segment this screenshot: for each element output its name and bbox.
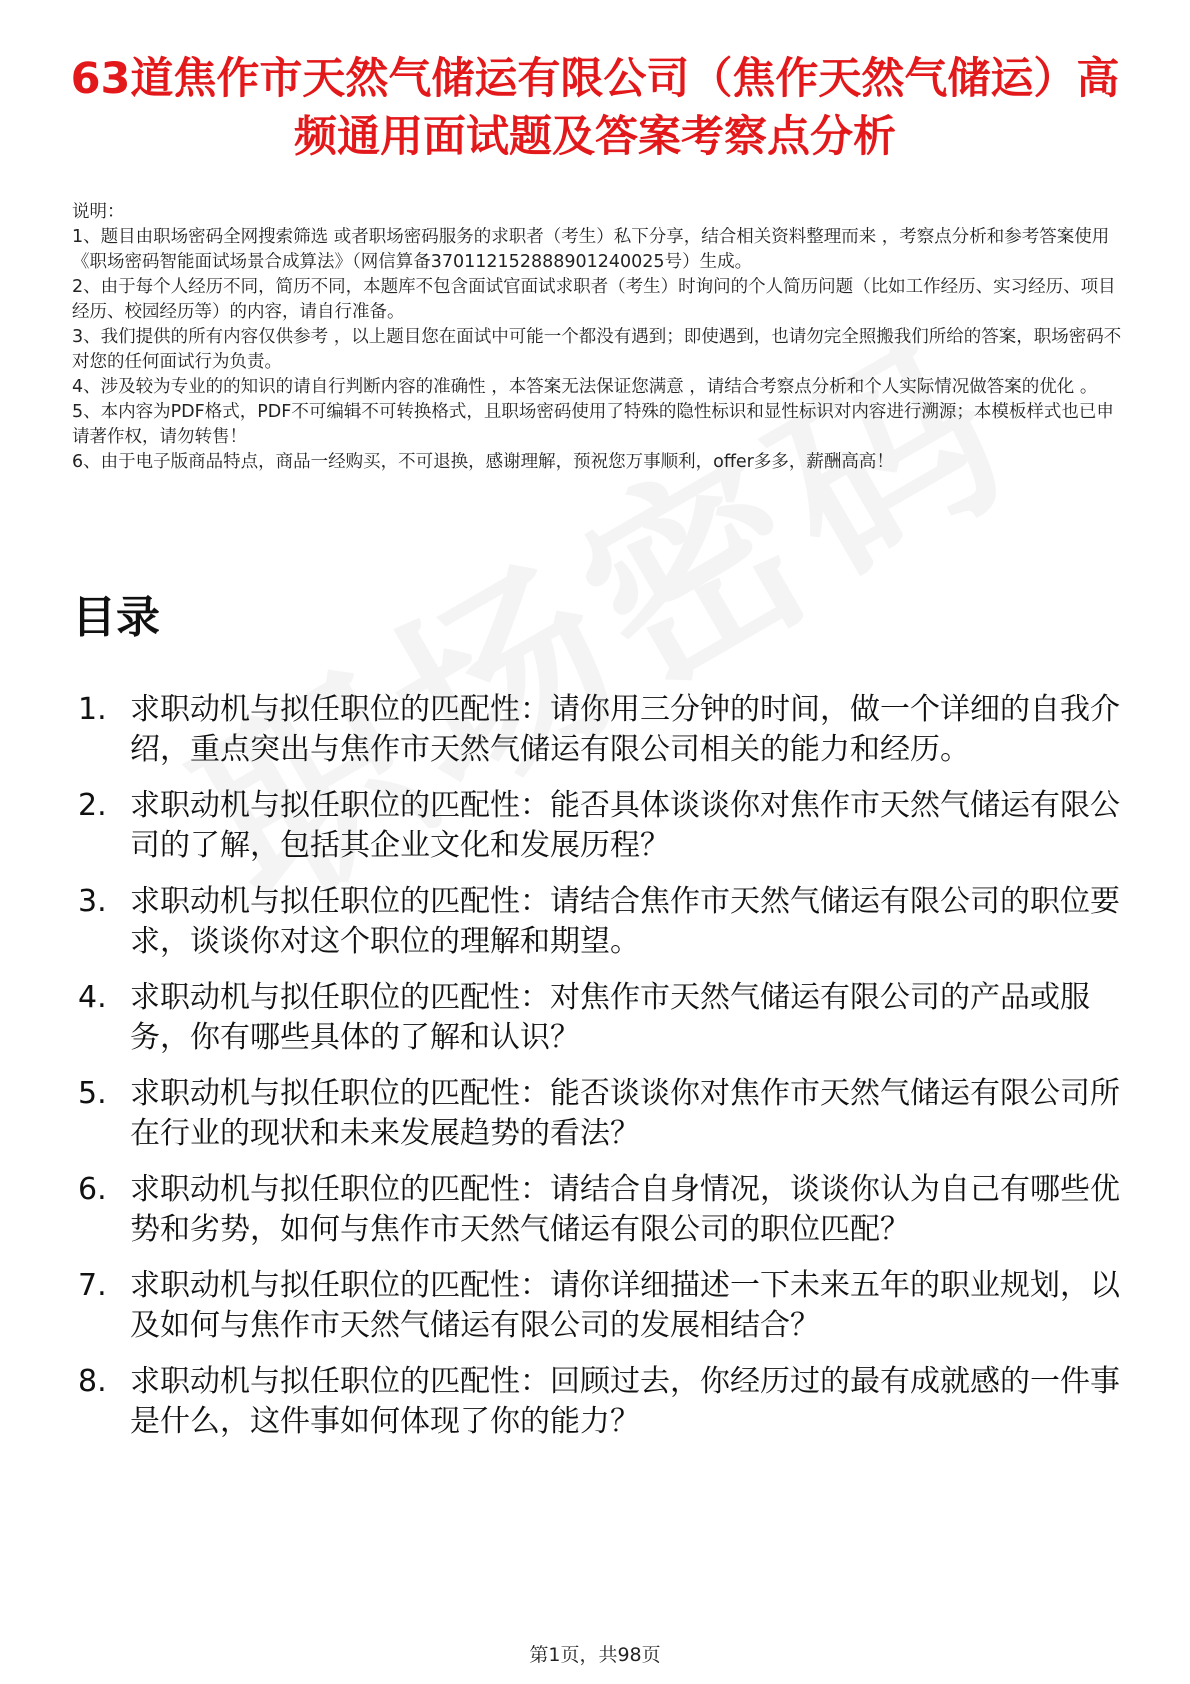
document-title: 63道焦作市天然气储运有限公司（焦作天然气储运）高频通用面试题及答案考察点分析 [70,54,1120,162]
page-footer: 第1页，共98页 [529,1644,661,1666]
toc-item-number: 6. [78,1172,107,1207]
note-item: 6、由于电子版商品特点，商品一经购买，不可退换，感谢理解，预祝您万事顺利，offer多多，薪酬高高！ [72,452,894,472]
note-item: 2、由于每个人经历不同，简历不同，本题库不包含面试官面试求职者（考生）时询问的个人简历问题（比如工作经历、实习经历、项目经历、校园经历等）的内容，请自行准备。 [72,277,1116,322]
toc-item-number: 8. [78,1364,107,1399]
toc-item[interactable] [78,1074,1128,1154]
toc-item[interactable] [78,882,1128,962]
toc-item-text: 求职动机与拟任职位的匹配性：请你详细描述一下未来五年的职业规划，以及如何与焦作市天然气储运有限公司的发展相结合？ [130,1268,1120,1343]
toc-list [78,690,1128,1458]
notes-section [72,200,1122,475]
toc-item-number: 3. [78,884,107,919]
notes-heading: 说明： [72,202,125,222]
note-item: 3、我们提供的所有内容仅供参考 ，以上题目您在面试中可能一个都没有遇到；即使遇到，也请勿完全照搬我们所给的答案，职场密码不对您的任何面试行为负责。 [72,327,1122,372]
toc-heading: 目录 [72,592,160,643]
note-item: 1、题目由职场密码全网搜索筛选 或者职场密码服务的求职者（考生）私下分享，结合相关资料整理而来 ，考察点分析和参考答案使用《职场密码智能面试场景合成算法》（网信算备370112152888901240025号）生成。 [72,227,1110,272]
toc-item-text: 求职动机与拟任职位的匹配性：能否具体谈谈你对焦作市天然气储运有限公司的了解，包括其企业文化和发展历程？ [130,788,1120,863]
toc-item-number: 4. [78,980,107,1015]
toc-item-number: 7. [78,1268,107,1303]
toc-item-number: 2. [78,788,107,823]
toc-item[interactable] [78,690,1128,770]
toc-item[interactable] [78,1362,1128,1442]
toc-item-text: 求职动机与拟任职位的匹配性：请结合自身情况，谈谈你认为自己有哪些优势和劣势，如何与焦作市天然气储运有限公司的职位匹配？ [130,1172,1120,1247]
toc-item-number: 5. [78,1076,107,1111]
toc-item-text: 求职动机与拟任职位的匹配性：请你用三分钟的时间，做一个详细的自我介绍，重点突出与焦作市天然气储运有限公司相关的能力和经历。 [130,692,1120,767]
toc-item-number: 1. [78,692,107,727]
toc-item-text: 求职动机与拟任职位的匹配性：请结合焦作市天然气储运有限公司的职位要求，谈谈你对这个职位的理解和期望。 [130,884,1120,959]
toc-item-text: 求职动机与拟任职位的匹配性：对焦作市天然气储运有限公司的产品或服务，你有哪些具体的了解和认识？ [130,980,1090,1055]
toc-item[interactable] [78,978,1128,1058]
toc-item[interactable] [78,1170,1128,1250]
toc-item[interactable] [78,786,1128,866]
toc-item[interactable] [78,1266,1128,1346]
note-item: 5、本内容为PDF格式，PDF不可编辑不可转换格式，且职场密码使用了特殊的隐性标识和显性标识对内容进行溯源；本模板样式也已申请著作权，请勿转售！ [72,402,1114,447]
note-item: 4、涉及较为专业的的知识的请自行判断内容的准确性 ，本答案无法保证您满意 ，请结合考察点分析和个人实际情况做答案的优化 。 [72,377,1098,397]
toc-item-text: 求职动机与拟任职位的匹配性：能否谈谈你对焦作市天然气储运有限公司所在行业的现状和未来发展趋势的看法？ [130,1076,1120,1151]
toc-item-text: 求职动机与拟任职位的匹配性：回顾过去，你经历过的最有成就感的一件事是什么，这件事如何体现了你的能力？ [130,1364,1120,1439]
